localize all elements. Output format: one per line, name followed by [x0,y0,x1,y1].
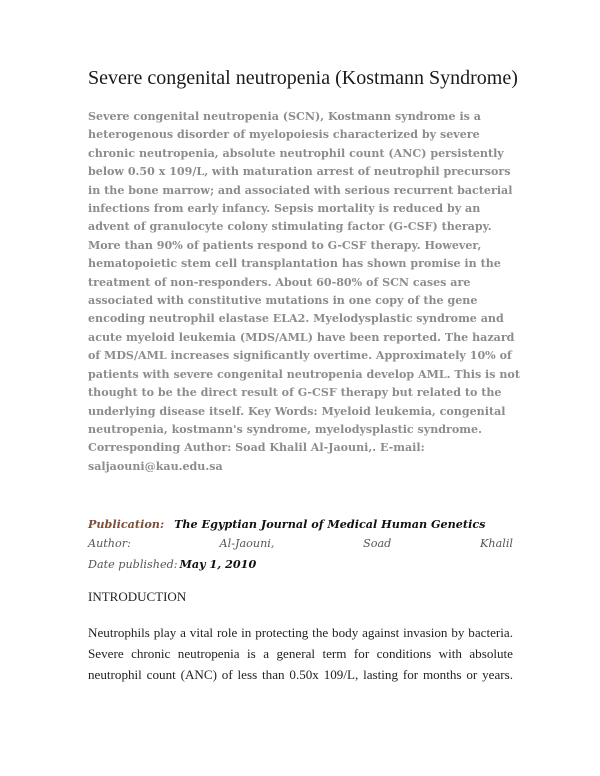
author-label: Author: [88,537,131,550]
date-published-line [88,556,513,573]
abstract-block [88,108,528,476]
date-label: Date published: [88,558,178,571]
abstract-line: of MDS/AML increases significantly overtime. Approximately 10% of [88,349,512,363]
abstract-line: hematopoietic stem cell transplantation has shown promise in the [88,257,501,271]
intro-line: Neutrophils play a vital role in protecting the body against invasion by bacteria. [88,625,513,640]
author-last-name: Al-Jaouni, [219,537,275,550]
abstract-email-line: saljaouni@kau.edu.sa [88,459,223,473]
publication-label: Publication: [88,517,165,531]
abstract-line: More than 90% of patients respond to G-CSF therapy. However, [88,238,482,252]
abstract-line: advent of granulocyte colony stimulating factor (G-CSF) therapy. [88,220,492,234]
abstract-line: thought to be the direct result of G-CSF therapy but related to the [88,386,502,400]
author-first-name: Soad [363,537,392,550]
abstract-line: underlying disease itself. Key Words: Myeloid leukemia, congenital [88,404,506,418]
publication-line [88,516,513,533]
abstract-line: Corresponding Author: Soad Khalil Al-Jaouni,. E-mail: [88,441,425,455]
abstract-line: associated with constitutive mutations in one copy of the gene [88,294,478,308]
abstract-line: chronic neutropenia, absolute neutrophil count (ANC) persistently [88,146,504,160]
abstract-line: acute myeloid leukemia (MDS/AML) have been reported. The hazard [88,330,515,344]
abstract-line: infections from early infancy. Sepsis mortality is reduced by an [88,202,481,216]
author-line [88,536,513,552]
abstract-line: in the bone marrow; and associated with serious recurrent bacterial [88,183,513,197]
intro-line: Severe chronic neutropenia is a general term for conditions with absolute [88,646,513,661]
intro-line: neutrophil count (ANC) of less than 0.50x 109/L, lasting for months or years. [88,667,513,682]
abstract-line: neutropenia, kostmann's syndrome, myelodysplastic syndrome. [88,422,482,436]
author-middle-name: Khalil [480,537,513,550]
abstract-line: Severe congenital neutropenia (SCN), Kostmann syndrome is a [88,110,481,123]
publication-value: The Egyptian Journal of Medical Human Genetics [174,517,486,531]
abstract-line: heterogenous disorder of myelopoiesis characterized by severe [88,128,480,142]
abstract-line: treatment of non-responders. About 60-80% of SCN cases are [88,275,471,289]
date-value: May 1, 2010 [179,557,257,571]
article-title: Severe congenital neutropenia (Kostmann Syndrome) [88,67,518,89]
abstract-line: below 0.50 x 109/L, with maturation arrest of neutrophil precursors [88,165,511,179]
abstract-line: patients with severe congenital neutropenia develop AML. This is not [88,367,520,381]
intro-paragraph [88,622,513,685]
abstract-line: encoding neutrophil elastase ELA2. Myelodysplastic syndrome and [88,312,504,326]
section-heading: INTRODUCTION [88,589,187,604]
